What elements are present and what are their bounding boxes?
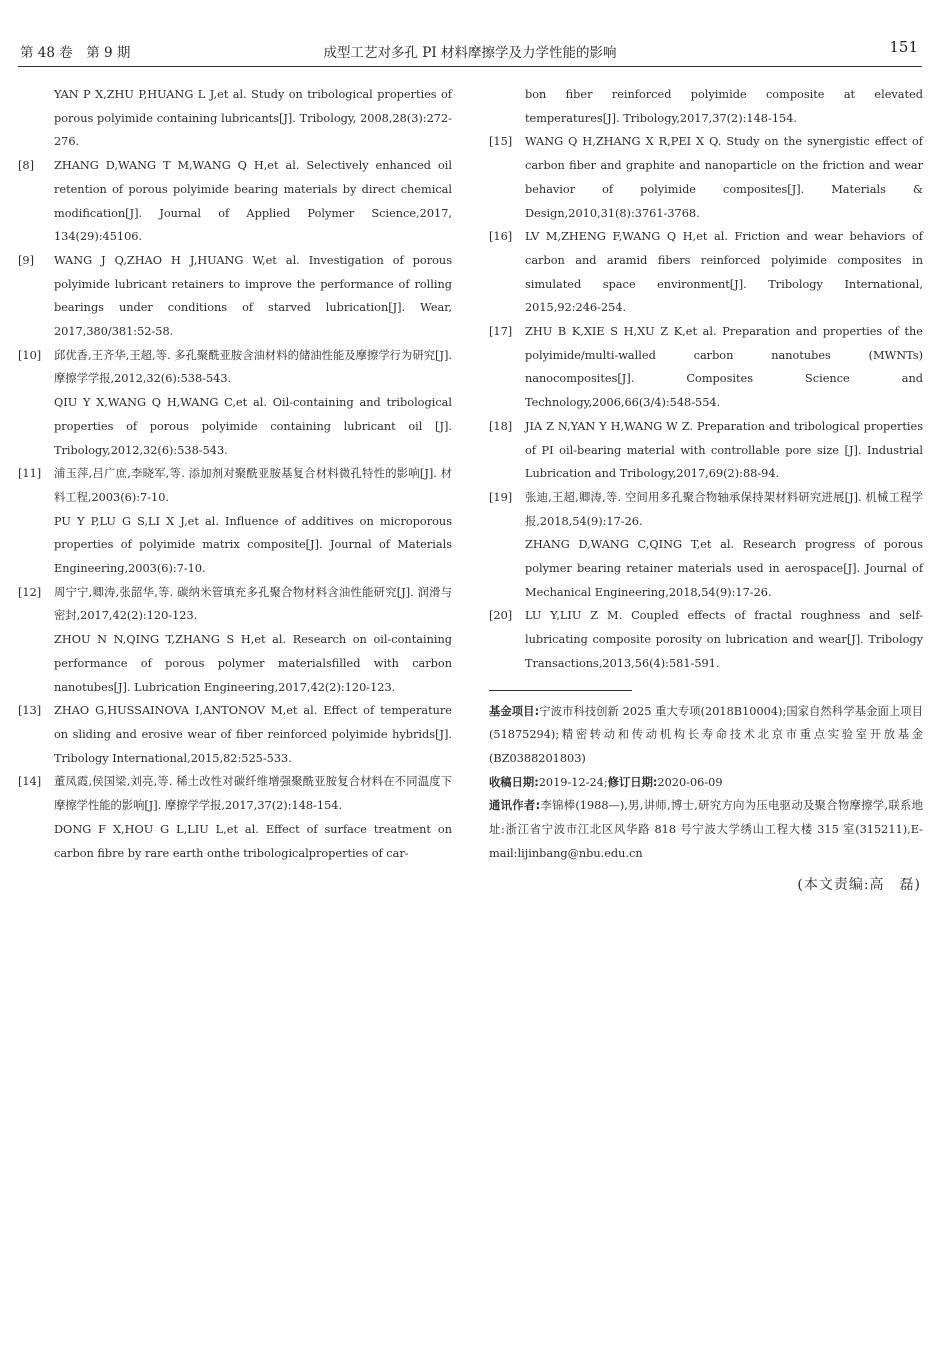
funding-text: 宁波市科技创新 2025 重大专项(2018B10004);国家自然科学基金面上项目(51875294);精密转动和传动机构长寿命技术北京市重点实验室开放基金(BZ0388201803): [489, 704, 923, 765]
reference-translation: DONG F X,HOU G L,LIU L,et al. Effect of surface treatment on carbon fibre by rare earth onthe tribologicalproperties of car-: [54, 822, 452, 860]
reference-item: [489, 486, 923, 605]
reference-number: [11]: [18, 467, 42, 481]
page-number: 151: [889, 38, 918, 56]
reference-translation: ZHANG D,WANG C,QING T,et al. Research progress of porous polymer bearing retainer materials used in aerospace[J]. Journal of Mechanical Engineering,2018,54(9):17-26.: [525, 538, 923, 599]
reference-text: 董凤霞,侯国梁,刘亮,等. 稀土改性对碳纤维增强聚酰亚胺复合材料在不同温度下摩擦学性能的影响[J]. 摩擦学学报,2017,37(2):148-154.: [54, 775, 452, 813]
reference-item: [489, 415, 923, 486]
corresponding-author-note: [489, 794, 923, 865]
reference-number: [16]: [489, 230, 513, 244]
reference-text: LU Y,LIU Z M. Coupled effects of fractal roughness and self-lubricating composite porosity on lubrication and wear[J]. Tribology Transactions,2013,56(4):581-591.: [525, 609, 923, 670]
author-text: 李锦棒(1988—),男,讲师,博士,研究方向为压电驱动及聚合物摩擦学,联系地址:浙江省宁波市江北区风华路 818 号宁波大学绣山工程大楼 315 室(315211),E-mail:lijinbang@nbu.edu.cn: [489, 799, 923, 860]
journal-volume: 第 48 卷 第 9 期: [20, 45, 131, 61]
reference-text: 周宁宁,卿涛,张韶华,等. 碳纳米管填充多孔聚合物材料含油性能研究[J]. 润滑与密封,2017,42(2):120-123.: [54, 585, 452, 623]
dates-note: [489, 771, 923, 795]
reference-item: [489, 83, 923, 130]
reference-item: [18, 249, 452, 344]
running-title: 成型工艺对多孔 PI 材料摩擦学及力学性能的影响: [323, 45, 617, 61]
reference-item: [18, 581, 452, 700]
running-header: [18, 38, 922, 67]
reference-text: 浦玉萍,吕广庶,李晓军,等. 添加剂对聚酰亚胺基复合材料微孔特性的影响[J]. 材料工程,2003(6):7-10.: [54, 467, 452, 504]
reference-text: ZHAO G,HUSSAINOVA I,ANTONOV M,et al. Effect of temperature on sliding and erosive wear of fiber reinforced polyimide hybrids[J]. Tribology International,2015,82:525-533.: [54, 704, 452, 765]
reference-number: [20]: [489, 609, 513, 623]
reference-item: [18, 154, 452, 249]
received-date: 2019-12-24;: [538, 775, 608, 789]
reference-number: [9]: [18, 253, 35, 267]
reference-text: 邱优香,王齐华,王超,等. 多孔聚酰亚胺含油材料的储油性能及摩擦学行为研究[J]. 摩擦学学报,2012,32(6):538-543.: [54, 348, 452, 386]
revised-label: 修订日期:: [607, 775, 658, 789]
references-right-column: [489, 83, 923, 897]
received-label: 收稿日期:: [489, 775, 539, 789]
reference-number: [13]: [18, 704, 42, 718]
reference-number: [10]: [18, 348, 42, 362]
reference-text: WANG Q H,ZHANG X R,PEI X Q. Study on the synergistic effect of carbon fiber and graphite and nanoparticle on the friction and wear behavior of polyimide composites[J]. Materials & Design,2010,31(8):3761-3768.: [525, 135, 923, 220]
funding-label: 基金项目:: [489, 704, 540, 718]
reference-text: LV M,ZHENG F,WANG Q H,et al. Friction and wear behaviors of carbon and aramid fibers reinforced polyimide composites in simulated space environment[J]. Tribology International, 2015,92:246-254.: [525, 230, 923, 315]
reference-translation: QIU Y X,WANG Q H,WANG C,et al. Oil-containing and tribological properties of porous polyimide containing lubricant oil [J]. Tribology,2012,32(6):538-543.: [54, 396, 452, 457]
reference-item: [18, 344, 452, 463]
reference-text: WANG J Q,ZHAO H J,HUANG W,et al. Investigation of porous polyimide lubricant retainers to improve the performance of rolling bearings under conditions of starved lubrication[J]. Wear, 2017,380/381:52-58.: [54, 253, 452, 339]
reference-text: YAN P X,ZHU P,HUANG L J,et al. Study on tribological properties of porous polyimide containing lubricants[J]. Tribology, 2008,28(3):272-276.: [54, 88, 452, 149]
reference-text: JIA Z N,YAN Y H,WANG W Z. Preparation and tribological properties of PI oil-bearing material with controllable pore size [J]. Industrial Lubrication and Tribology,2017,69(2):88-94.: [525, 419, 923, 481]
reference-item: [489, 130, 923, 225]
reference-item: [489, 225, 923, 320]
reference-number: [17]: [489, 325, 513, 339]
reference-translation: ZHOU N N,QING T,ZHANG S H,et al. Research on oil-containing performance of porous polymer materialsfilled with carbon nanotubes[J]. Lubrication Engineering,2017,42(2):120-123.: [54, 633, 452, 694]
reference-text: 张迪,王超,卿涛,等. 空间用多孔聚合物轴承保持架材料研究进展[J]. 机械工程学报,2018,54(9):17-26.: [525, 490, 923, 528]
reference-number: [8]: [18, 159, 35, 173]
reference-text: bon fiber reinforced polyimide composite at elevated temperatures[J]. Tribology,2017,37(2):148-154.: [525, 88, 923, 125]
reference-number: [18]: [489, 419, 513, 433]
reference-item: [18, 462, 452, 581]
reference-number: [19]: [489, 490, 513, 504]
reference-text: ZHU B K,XIE S H,XU Z K,et al. Preparation and properties of the polyimide/multi-walled carbon nanotubes (MWNTs) nanocomposites[J]. Composites Science and Technology,2006,66(3/4):548-554.: [525, 325, 923, 410]
reference-item: [489, 604, 923, 675]
reference-item: [18, 770, 452, 865]
reference-number: [12]: [18, 585, 42, 599]
reference-item: [18, 699, 452, 770]
references-left-column: [18, 83, 452, 865]
footnote-divider: [489, 690, 632, 691]
reference-item: [489, 320, 923, 415]
reference-text: ZHANG D,WANG T M,WANG Q H,et al. Selectively enhanced oil retention of porous polyimide bearing materials by direct chemical modification[J]. Journal of Applied Polymer Science,2017, 134(29):45106.: [54, 159, 452, 244]
reference-number: [14]: [18, 775, 42, 789]
revised-date: 2020-06-09: [657, 775, 723, 789]
editor-note: (本文责编:高 磊): [797, 876, 921, 893]
reference-number: [15]: [489, 135, 513, 149]
reference-translation: PU Y P,LU G S,LI X J,et al. Influence of additives on microporous properties of polyimide matrix composite[J]. Journal of Materials Engineering,2003(6):7-10.: [54, 514, 452, 576]
reference-item: [18, 83, 452, 154]
funding-note: [489, 700, 923, 771]
author-label: 通讯作者:: [489, 799, 541, 813]
